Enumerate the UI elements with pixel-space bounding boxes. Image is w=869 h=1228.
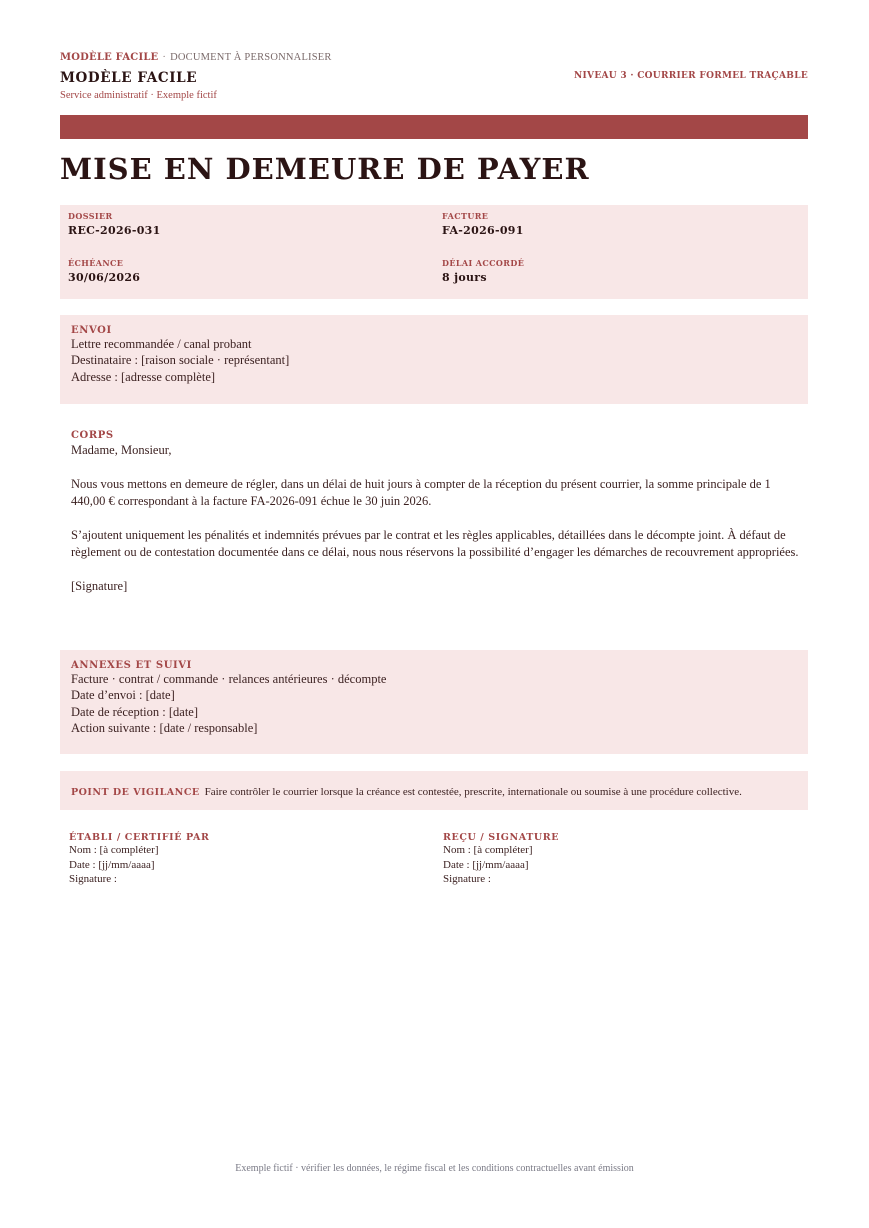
- meta-delai-value: 8 jours: [442, 271, 487, 284]
- signature-right-title: REÇU / SIGNATURE: [443, 832, 560, 843]
- vigilance-section: [60, 771, 808, 810]
- signature-block-left: [69, 832, 210, 887]
- accent-bar: [60, 115, 808, 139]
- annexes-line: Facture · contrat / commande · relances antérieures · décompte: [71, 672, 387, 686]
- signature-left-name: Nom : [à compléter]: [69, 844, 159, 856]
- corps-greeting: Madame, Monsieur,: [71, 443, 172, 457]
- header-separator: ·: [162, 52, 167, 63]
- corps-signature: [Signature]: [71, 579, 128, 593]
- vigilance-label: POINT DE VIGILANCE: [71, 787, 200, 798]
- page-footer: Exemple fictif · vérifier les données, le régime fiscal et les conditions contractuelles avant émission: [235, 1163, 634, 1174]
- annexes-section: [60, 650, 808, 754]
- envoi-line: Destinataire : [raison sociale · représentant]: [71, 353, 290, 368]
- annexes-title: ANNEXES ET SUIVI: [71, 660, 192, 671]
- service-subtitle: Service administratif · Exemple fictif: [60, 90, 217, 101]
- envoi-section: [60, 315, 808, 404]
- header-tagline: DOCUMENT À PERSONNALISER: [170, 52, 332, 63]
- annexes-line: Date d’envoi : [date]: [71, 688, 175, 703]
- signature-left-title: ÉTABLI / CERTIFIÉ PAR: [69, 832, 210, 843]
- meta-facture-label: FACTURE: [442, 211, 489, 221]
- envoi-line: Lettre recommandée / canal probant: [71, 337, 252, 351]
- meta-delai: [442, 258, 524, 284]
- meta-echeance-value: 30/06/2026: [68, 271, 141, 284]
- signature-right-signature: Signature :: [443, 873, 491, 885]
- level-badge: NIVEAU 3 · COURRIER FORMEL TRAÇABLE: [574, 71, 808, 81]
- brand-small: MODÈLE FACILE: [60, 52, 159, 63]
- meta-panel: [60, 205, 808, 299]
- corps-section: [71, 430, 801, 595]
- meta-dossier-value: REC-2026-031: [68, 224, 161, 237]
- document-title: MISE EN DEMEURE DE PAYER: [60, 152, 590, 186]
- annexes-line: Action suivante : [date / responsable]: [71, 720, 258, 735]
- corps-title: CORPS: [71, 430, 114, 441]
- header-topline: [60, 52, 332, 63]
- signature-block-right: [443, 832, 559, 887]
- signature-left-date: Date : [jj/mm/aaaa]: [69, 858, 155, 871]
- meta-dossier-label: DOSSIER: [68, 211, 113, 221]
- signature-left-signature: Signature :: [69, 873, 117, 885]
- meta-delai-label: DÉLAI ACCORDÉ: [442, 258, 525, 268]
- envoi-line: Adresse : [adresse complète]: [71, 369, 216, 384]
- meta-facture: [442, 211, 524, 237]
- signature-right-name: Nom : [à compléter]: [443, 844, 533, 856]
- corps-paragraph-1: Nous vous mettons en demeure de régler, dans un délai de huit jours à compter de la réception du présent courrier, la somme principale de 1 440,00 € correspondant à la facture FA-2026-091 échue le 30 juin 2026.: [71, 477, 771, 508]
- annexes-line: Date de réception : [date]: [71, 704, 199, 719]
- envoi-title: ENVOI: [71, 325, 112, 336]
- meta-facture-value: FA-2026-091: [442, 224, 524, 237]
- vigilance-text: Faire contrôler le courrier lorsque la créance est contestée, prescrite, internationale ou soumise à une procédure collective.: [204, 786, 742, 798]
- signature-right-date: Date : [jj/mm/aaaa]: [443, 858, 529, 871]
- brand-name: MODÈLE FACILE: [60, 70, 198, 86]
- corps-paragraph-2: S’ajoutent uniquement les pénalités et indemnités prévues par le contrat et les règles applicables, détaillées dans le décompte joint. À défaut de règlement ou de contestation documentée dans ce délai, nous nous réservons la possibilité d’engager les démarches de recouvrement appropriées.: [71, 528, 799, 559]
- meta-echeance: [68, 258, 140, 284]
- meta-echeance-label: ÉCHÉANCE: [68, 258, 124, 268]
- meta-dossier: [68, 211, 161, 237]
